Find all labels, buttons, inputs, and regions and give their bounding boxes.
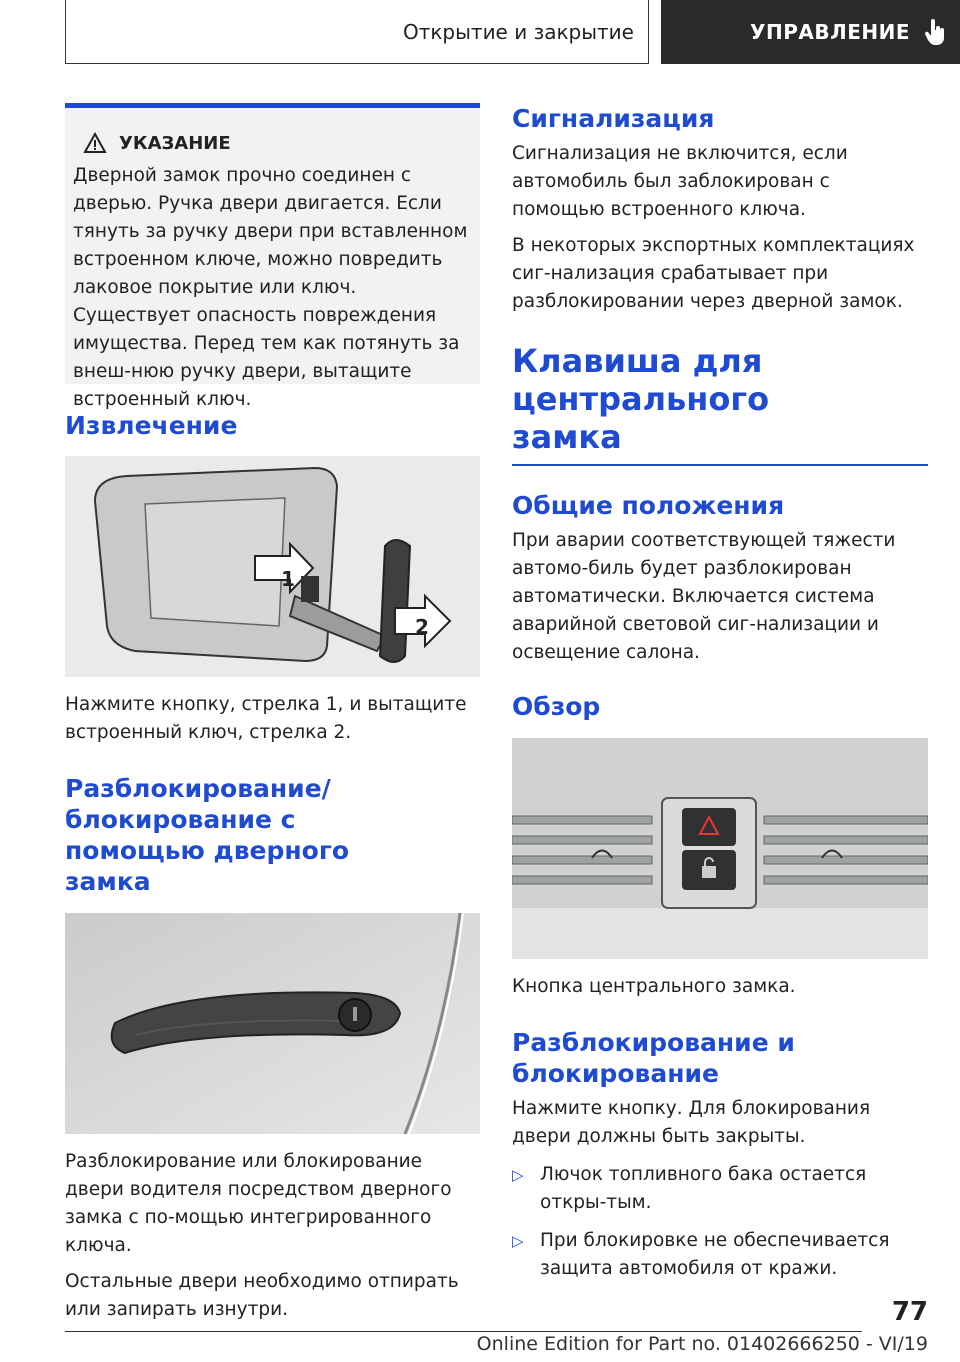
- list-item: [512, 1227, 928, 1283]
- section-tab: [65, 0, 649, 64]
- warning-triangle-icon: [83, 132, 107, 154]
- chapter-title: УПРАВЛЕНИЕ: [750, 20, 910, 44]
- bullet-text-1: Лючок топливного бака остается откры‐тым.: [540, 1164, 867, 1213]
- alarm-text-1: Сигнализация не включится, если автомобиль был заблокирован с помощью встроенного ключа.: [512, 143, 848, 220]
- door-handle-photo: [65, 913, 480, 1134]
- key-extraction-illustration: [65, 456, 480, 677]
- alarm-text-2: В некоторых экспортных комплектациях сиг‐нализация срабатывает при разблокировании через дверной замок.: [512, 235, 915, 312]
- left-column: [65, 103, 480, 1324]
- door-lock-text-2: Остальные двери необходимо отпирать или запирать изнутри.: [65, 1271, 459, 1320]
- general-heading: Общие положения: [512, 491, 785, 520]
- figure-label-2: 2: [415, 615, 429, 639]
- overview-heading: Обзор: [512, 692, 601, 721]
- central-lock-button-photo: [512, 738, 928, 959]
- warning-text: Дверной замок прочно соединен с дверью. Ручка двери двигается. Если тянуть за ручку двери при вставленном встроенном ключе, можно повредить лаковое покрытие или ключ. Существует опасность повреждения имущества. Перед тем как потянуть за внеш‐нюю ручку двери, вытащите встроенный ключ.: [73, 165, 468, 410]
- figure-label-1: 1: [281, 567, 295, 591]
- general-text: При аварии соответствующей тяжести автомо‐биль будет разблокирован автоматически. Включается система аварийной световой сиг‐нализации и освещение салона.: [512, 530, 896, 663]
- warning-title: УКАЗАНИЕ: [119, 132, 231, 154]
- bullet-triangle-icon: ▷: [512, 1232, 524, 1250]
- overview-caption: Кнопка центрального замка.: [512, 976, 796, 997]
- right-column: [512, 103, 928, 1283]
- unlock-lock-text: Нажмите кнопку. Для блокирования двери должны быть закрыты.: [512, 1098, 871, 1147]
- warning-box: [65, 103, 480, 410]
- door-lock-text-1: Разблокирование или блокирование двери водителя посредством дверного замка с по‐мощью интегрированного ключа.: [65, 1151, 452, 1256]
- extraction-heading: Извлечение: [65, 411, 238, 440]
- page-number: 77: [891, 1297, 928, 1327]
- footer-rule: [65, 1331, 862, 1332]
- central-lock-heading: Клавиша для центрального замка: [512, 342, 770, 456]
- unlock-lock-heading: Разблокирование и блокирование: [512, 1028, 795, 1088]
- section-title: Открытие и закрытие: [402, 19, 634, 44]
- alarm-heading: Сигнализация: [512, 104, 715, 133]
- hand-pointer-icon: [924, 19, 946, 45]
- extraction-text: Нажмите кнопку, стрелка 1, и вытащите встроенный ключ, стрелка 2.: [65, 694, 467, 743]
- door-lock-heading: Разблокирование/ блокирование с помощью дверного замка: [65, 774, 350, 896]
- list-item: [512, 1161, 928, 1217]
- bullet-triangle-icon: ▷: [512, 1166, 524, 1184]
- chapter-tab: [661, 0, 960, 64]
- bullet-text-2: При блокировке не обеспечивается защита автомобиля от кражи.: [540, 1230, 890, 1279]
- warning-header: [83, 132, 472, 154]
- footer-edition: Online Edition for Part no. 01402666250 - VI/19: [476, 1333, 928, 1355]
